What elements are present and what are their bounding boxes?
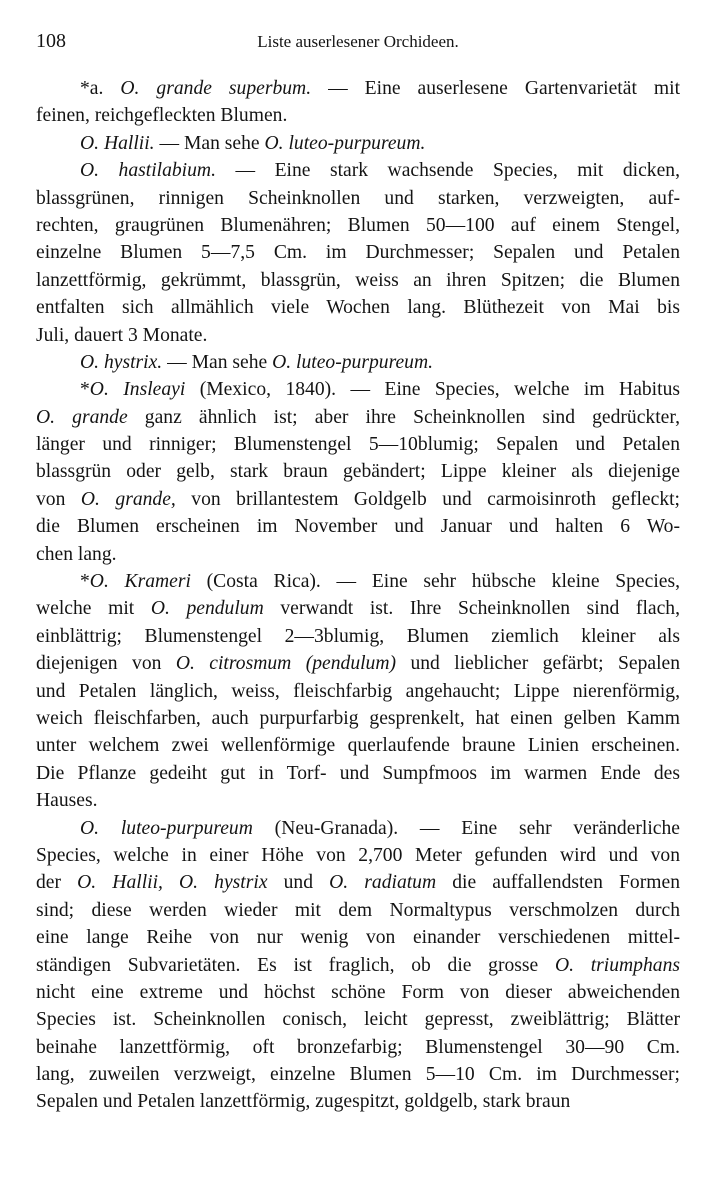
text-segment: O. citrosmum (pendulum) [175,653,397,675]
text-segment: verwandt ist. Ihre Scheinknollen sind flach, [263,598,680,620]
text-segment: O. luteo-purpureum. [264,132,426,154]
text-line [36,513,680,540]
text-line [36,678,680,705]
text-line [36,130,680,157]
text-segment: * [80,379,90,401]
text-segment: lang, zuweilen verzweigt, einzelne Blumen 5—10 Cm. im Durchmesser; [36,1064,680,1086]
text-segment: O. hastilabium. [80,160,216,182]
body-text [36,75,680,1116]
text-segment: ständigen Subvarietäten. Es ist fraglich, ob die grosse [36,954,555,976]
text-segment: und Petalen länglich, weiss, fleischfarbig angehaucht; Lippe nierenförmig, [36,680,680,702]
text-segment: *a. [80,78,121,99]
text-line [36,212,680,239]
text-segment: lanzettförmig, gekrümmt, blassgrün, weiss an ihren Spitzen; die Blumen [36,269,680,291]
text-segment: O. grande, [80,488,176,510]
text-line [36,760,680,787]
text-line [36,349,680,376]
text-segment: rechten, graugrünen Blumenähren; Blumen 50—100 auf einem Stengel, [36,214,680,236]
text-line [36,294,680,321]
text-segment: Die Pflanze gedeiht gut in Torf- und Sumpfmoos im warmen Ende des [36,762,680,784]
running-head: Liste auserlesener Orchideen. [257,32,459,51]
text-line [36,705,680,732]
text-line [36,431,680,458]
text-line [36,842,680,869]
text-segment: — Eine stark wachsende Species, mit dicken, [215,160,680,182]
text-line [36,568,680,595]
text-segment: einblättrig; Blumenstengel 2—3blumig, Blumen ziemlich kleiner als [36,625,680,647]
text-segment: O. luteo-purpureum. [272,351,434,373]
text-segment: (Costa Rica). — Eine sehr hübsche kleine Species, [190,571,680,593]
text-segment: blassgrünen, rinnigen Scheinknollen und starken, verzweigten, auf- [36,187,680,209]
text-segment: O. luteo-purpureum [80,817,253,839]
text-segment: beinahe lanzettförmig, oft bronzefarbig; Blumenstengel 30—90 Cm. [36,1036,680,1058]
text-line [36,815,680,842]
text-segment: nicht eine extreme und höchst schöne Form von dieser abweichenden [36,981,680,1003]
text-segment: (Neu-Granada). — Eine sehr veränderliche [252,817,680,839]
text-segment: ganz ähnlich ist; aber ihre Scheinknollen sind gedrückter, [127,406,680,428]
text-segment: — Man sehe [162,351,273,373]
text-segment: blassgrün oder gelb, stark braun gebändert; Lippe kleiner als diejenige [36,461,680,483]
page-header [36,30,680,60]
text-segment: Sepalen und Petalen lanzettförmig, zugespitzt, goldgelb, stark braun [36,1091,571,1113]
text-segment: O. Insleayi [89,379,186,401]
text-line [36,924,680,951]
text-line [36,458,680,485]
text-line [36,541,680,568]
text-segment: der [36,872,78,894]
text-segment: die Blumen erscheinen im November und Januar und halten 6 Wo- [36,516,680,538]
text-segment: entfalten sich allmählich viele Wochen lang. Blüthezeit von Mai bis [36,297,680,319]
text-line [36,1034,680,1061]
text-segment: welche mit [36,598,151,620]
text-segment: sind; diese werden wieder mit dem Normaltypus verschmolzen durch [36,899,680,921]
text-line [36,239,680,266]
text-line [36,623,680,650]
text-line [36,267,680,294]
text-segment: O. hystrix. [80,351,163,373]
text-segment: länger und rinniger; Blumenstengel 5—10blumig; Sepalen und Petalen [36,434,680,456]
text-segment: O. triumphans [554,954,680,976]
text-line [36,322,680,349]
text-line [36,952,680,979]
text-segment: O. grande [36,406,128,428]
text-segment: — Eine auserlesene Gartenvarietät mit [311,78,680,99]
text-segment: die auffallendsten Formen [436,872,680,894]
text-line [36,650,680,677]
text-segment: O. pendulum [150,598,264,620]
text-line [36,1006,680,1033]
text-segment: von brillantestem Goldgelb und carmoisinroth gefleckt; [175,488,680,510]
text-line [36,1088,680,1115]
text-segment: eine lange Reihe von nur wenig von einander verschiedenen mittel- [36,927,680,949]
text-line [36,979,680,1006]
text-segment: O. grande superbum. [120,78,312,99]
text-line [36,102,680,129]
text-segment: feinen, reichgefleckten Blumen. [36,105,288,127]
text-segment: O. radiatum [329,872,437,894]
text-segment: Species ist. Scheinknollen conisch, leicht gepresst, zweiblättrig; Blätter [36,1009,680,1031]
text-line [36,486,680,513]
text-line [36,787,680,814]
text-line [36,404,680,431]
text-line [36,897,680,924]
page-number: 108 [36,30,66,52]
text-segment: O. Krameri [89,571,191,593]
text-segment: — Man sehe [154,132,265,154]
text-line [36,1061,680,1088]
text-segment: Species, welche in einer Höhe von 2,700 Meter gefunden wird und von [36,844,680,866]
text-segment: und [267,872,330,894]
text-segment: von [36,488,81,510]
text-segment: (Mexico, 1840). — Eine Species, welche im Habitus [185,379,680,401]
text-segment: O. Hallii, O. hystrix [77,872,268,894]
text-segment: unter welchem zwei wellenförmige querlaufende braune Linien erscheinen. [36,735,680,757]
text-segment: diejenigen von [36,653,176,675]
text-segment: * [80,571,90,593]
text-line [36,732,680,759]
text-segment: einzelne Blumen 5—7,5 Cm. im Durchmesser; Sepalen und Petalen [36,242,680,264]
text-line [36,185,680,212]
text-line [36,157,680,184]
text-segment: Hauses. [36,790,98,812]
text-line [36,376,680,403]
text-line [36,75,680,102]
text-segment: Juli, dauert 3 Monate. [36,324,208,346]
text-segment: weich fleischfarben, auch purpurfarbig gesprenkelt, hat einen gelben Kamm [36,707,680,729]
text-segment: und lieblicher gefärbt; Sepalen [396,653,680,675]
text-segment: O. Hallii. [80,132,155,154]
text-segment: chen lang. [36,543,117,565]
text-line [36,595,680,622]
text-line [36,869,680,896]
